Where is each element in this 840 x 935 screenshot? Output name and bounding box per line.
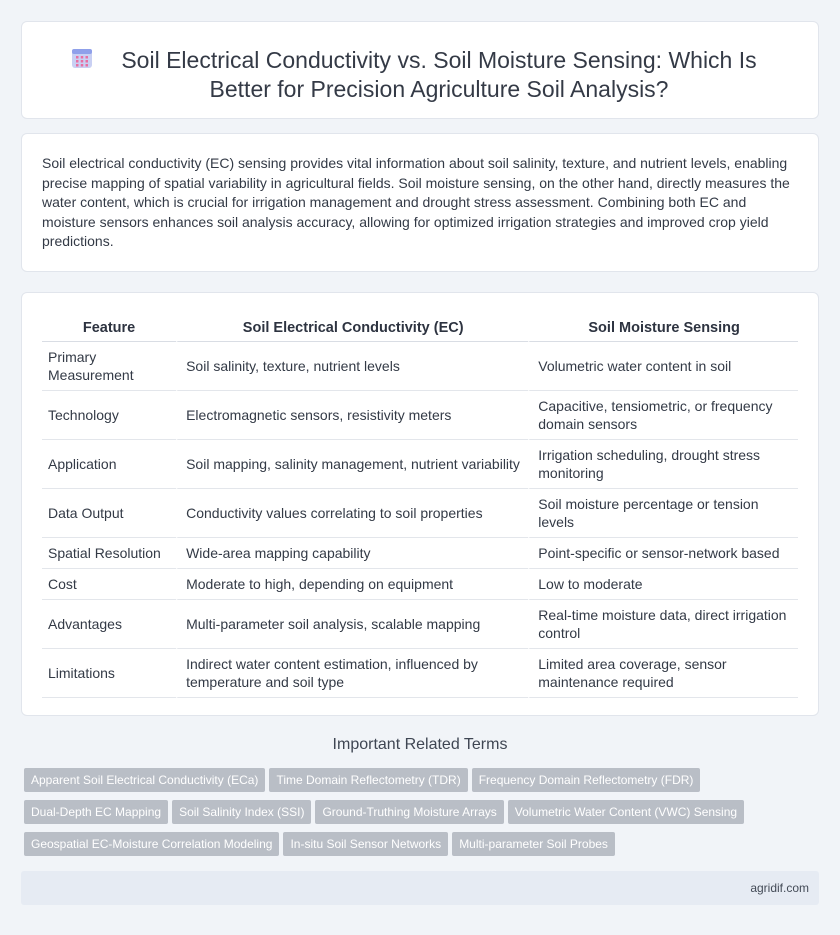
cell-feature: Application [42, 440, 176, 489]
title-card [21, 21, 819, 119]
tag-link[interactable]: Volumetric Water Content (VWC) Sensing [508, 800, 744, 824]
cell-moisture: Limited area coverage, sensor maintenance required [528, 649, 798, 698]
tag-link[interactable]: Geospatial EC-Moisture Correlation Modeling [24, 832, 279, 856]
tag-link[interactable]: Time Domain Reflectometry (TDR) [269, 768, 467, 792]
table-row [42, 342, 798, 391]
cell-ec: Multi-parameter soil analysis, scalable mapping [176, 600, 528, 649]
header-ec: Soil Electrical Conductivity (EC) [176, 317, 528, 342]
table-row [42, 489, 798, 538]
cell-ec: Conductivity values correlating to soil properties [176, 489, 528, 538]
related-terms-tags [24, 768, 824, 864]
table-row [42, 538, 798, 569]
table-row [42, 440, 798, 489]
cell-ec: Soil salinity, texture, nutrient levels [176, 342, 528, 391]
tag-link[interactable]: In-situ Soil Sensor Networks [283, 832, 448, 856]
related-terms-heading: Important Related Terms [332, 736, 508, 753]
comparison-table [42, 317, 798, 698]
cell-feature: Technology [42, 391, 176, 440]
cell-feature: Limitations [42, 649, 176, 698]
page-title: Soil Electrical Conductivity vs. Soil Moisture Sensing: Which Is Better for Precision Agriculture Soil Analysis? [121, 47, 757, 102]
cell-feature: Cost [42, 569, 176, 600]
comparison-card [21, 292, 819, 716]
cell-ec: Soil mapping, salinity management, nutrient variability [176, 440, 528, 489]
cell-moisture: Real-time moisture data, direct irrigation control [528, 600, 798, 649]
cell-feature: Primary Measurement [42, 342, 176, 391]
table-header-row [42, 317, 798, 342]
cell-ec: Electromagnetic sensors, resistivity meters [176, 391, 528, 440]
header-moisture: Soil Moisture Sensing [528, 317, 798, 342]
cell-moisture: Point-specific or sensor-network based [528, 538, 798, 569]
table-row [42, 391, 798, 440]
cell-feature: Data Output [42, 489, 176, 538]
cell-feature: Advantages [42, 600, 176, 649]
footer-bar [21, 871, 819, 905]
cell-moisture: Volumetric water content in soil [528, 342, 798, 391]
tag-link[interactable]: Apparent Soil Electrical Conductivity (ECa) [24, 768, 265, 792]
tag-link[interactable]: Soil Salinity Index (SSI) [172, 800, 311, 824]
cell-ec: Indirect water content estimation, influenced by temperature and soil type [176, 649, 528, 698]
header-feature: Feature [42, 317, 176, 342]
cell-moisture: Capacitive, tensiometric, or frequency domain sensors [528, 391, 798, 440]
cell-moisture: Irrigation scheduling, drought stress monitoring [528, 440, 798, 489]
table-row [42, 569, 798, 600]
intro-paragraph: Soil electrical conductivity (EC) sensing provides vital information about soil salinity, texture, and nutrient levels, enabling precise mapping of spatial variability in agricultural fields. Soil moisture sensing, on the other hand, directly measures the water content, which is crucial for irrigation management and drought stress assessment. Combining both EC and moisture sensors enhances soil analysis accuracy, allowing for optimized irrigation strategies and improved crop yield predictions. [42, 155, 790, 249]
cell-moisture: Soil moisture percentage or tension levels [528, 489, 798, 538]
tag-row [24, 832, 824, 864]
footer-site-link[interactable]: agridif.com [750, 881, 809, 895]
intro-card [21, 133, 819, 272]
cell-feature: Spatial Resolution [42, 538, 176, 569]
cell-ec: Wide-area mapping capability [176, 538, 528, 569]
table-row [42, 600, 798, 649]
tag-link[interactable]: Multi-parameter Soil Probes [452, 832, 615, 856]
tag-link[interactable]: Dual-Depth EC Mapping [24, 800, 168, 824]
tag-link[interactable]: Ground-Truthing Moisture Arrays [315, 800, 503, 824]
tag-row [24, 768, 824, 800]
tag-link[interactable]: Frequency Domain Reflectometry (FDR) [472, 768, 701, 792]
tag-row [24, 800, 824, 832]
cell-moisture: Low to moderate [528, 569, 798, 600]
cell-ec: Moderate to high, depending on equipment [176, 569, 528, 600]
table-row [42, 649, 798, 698]
